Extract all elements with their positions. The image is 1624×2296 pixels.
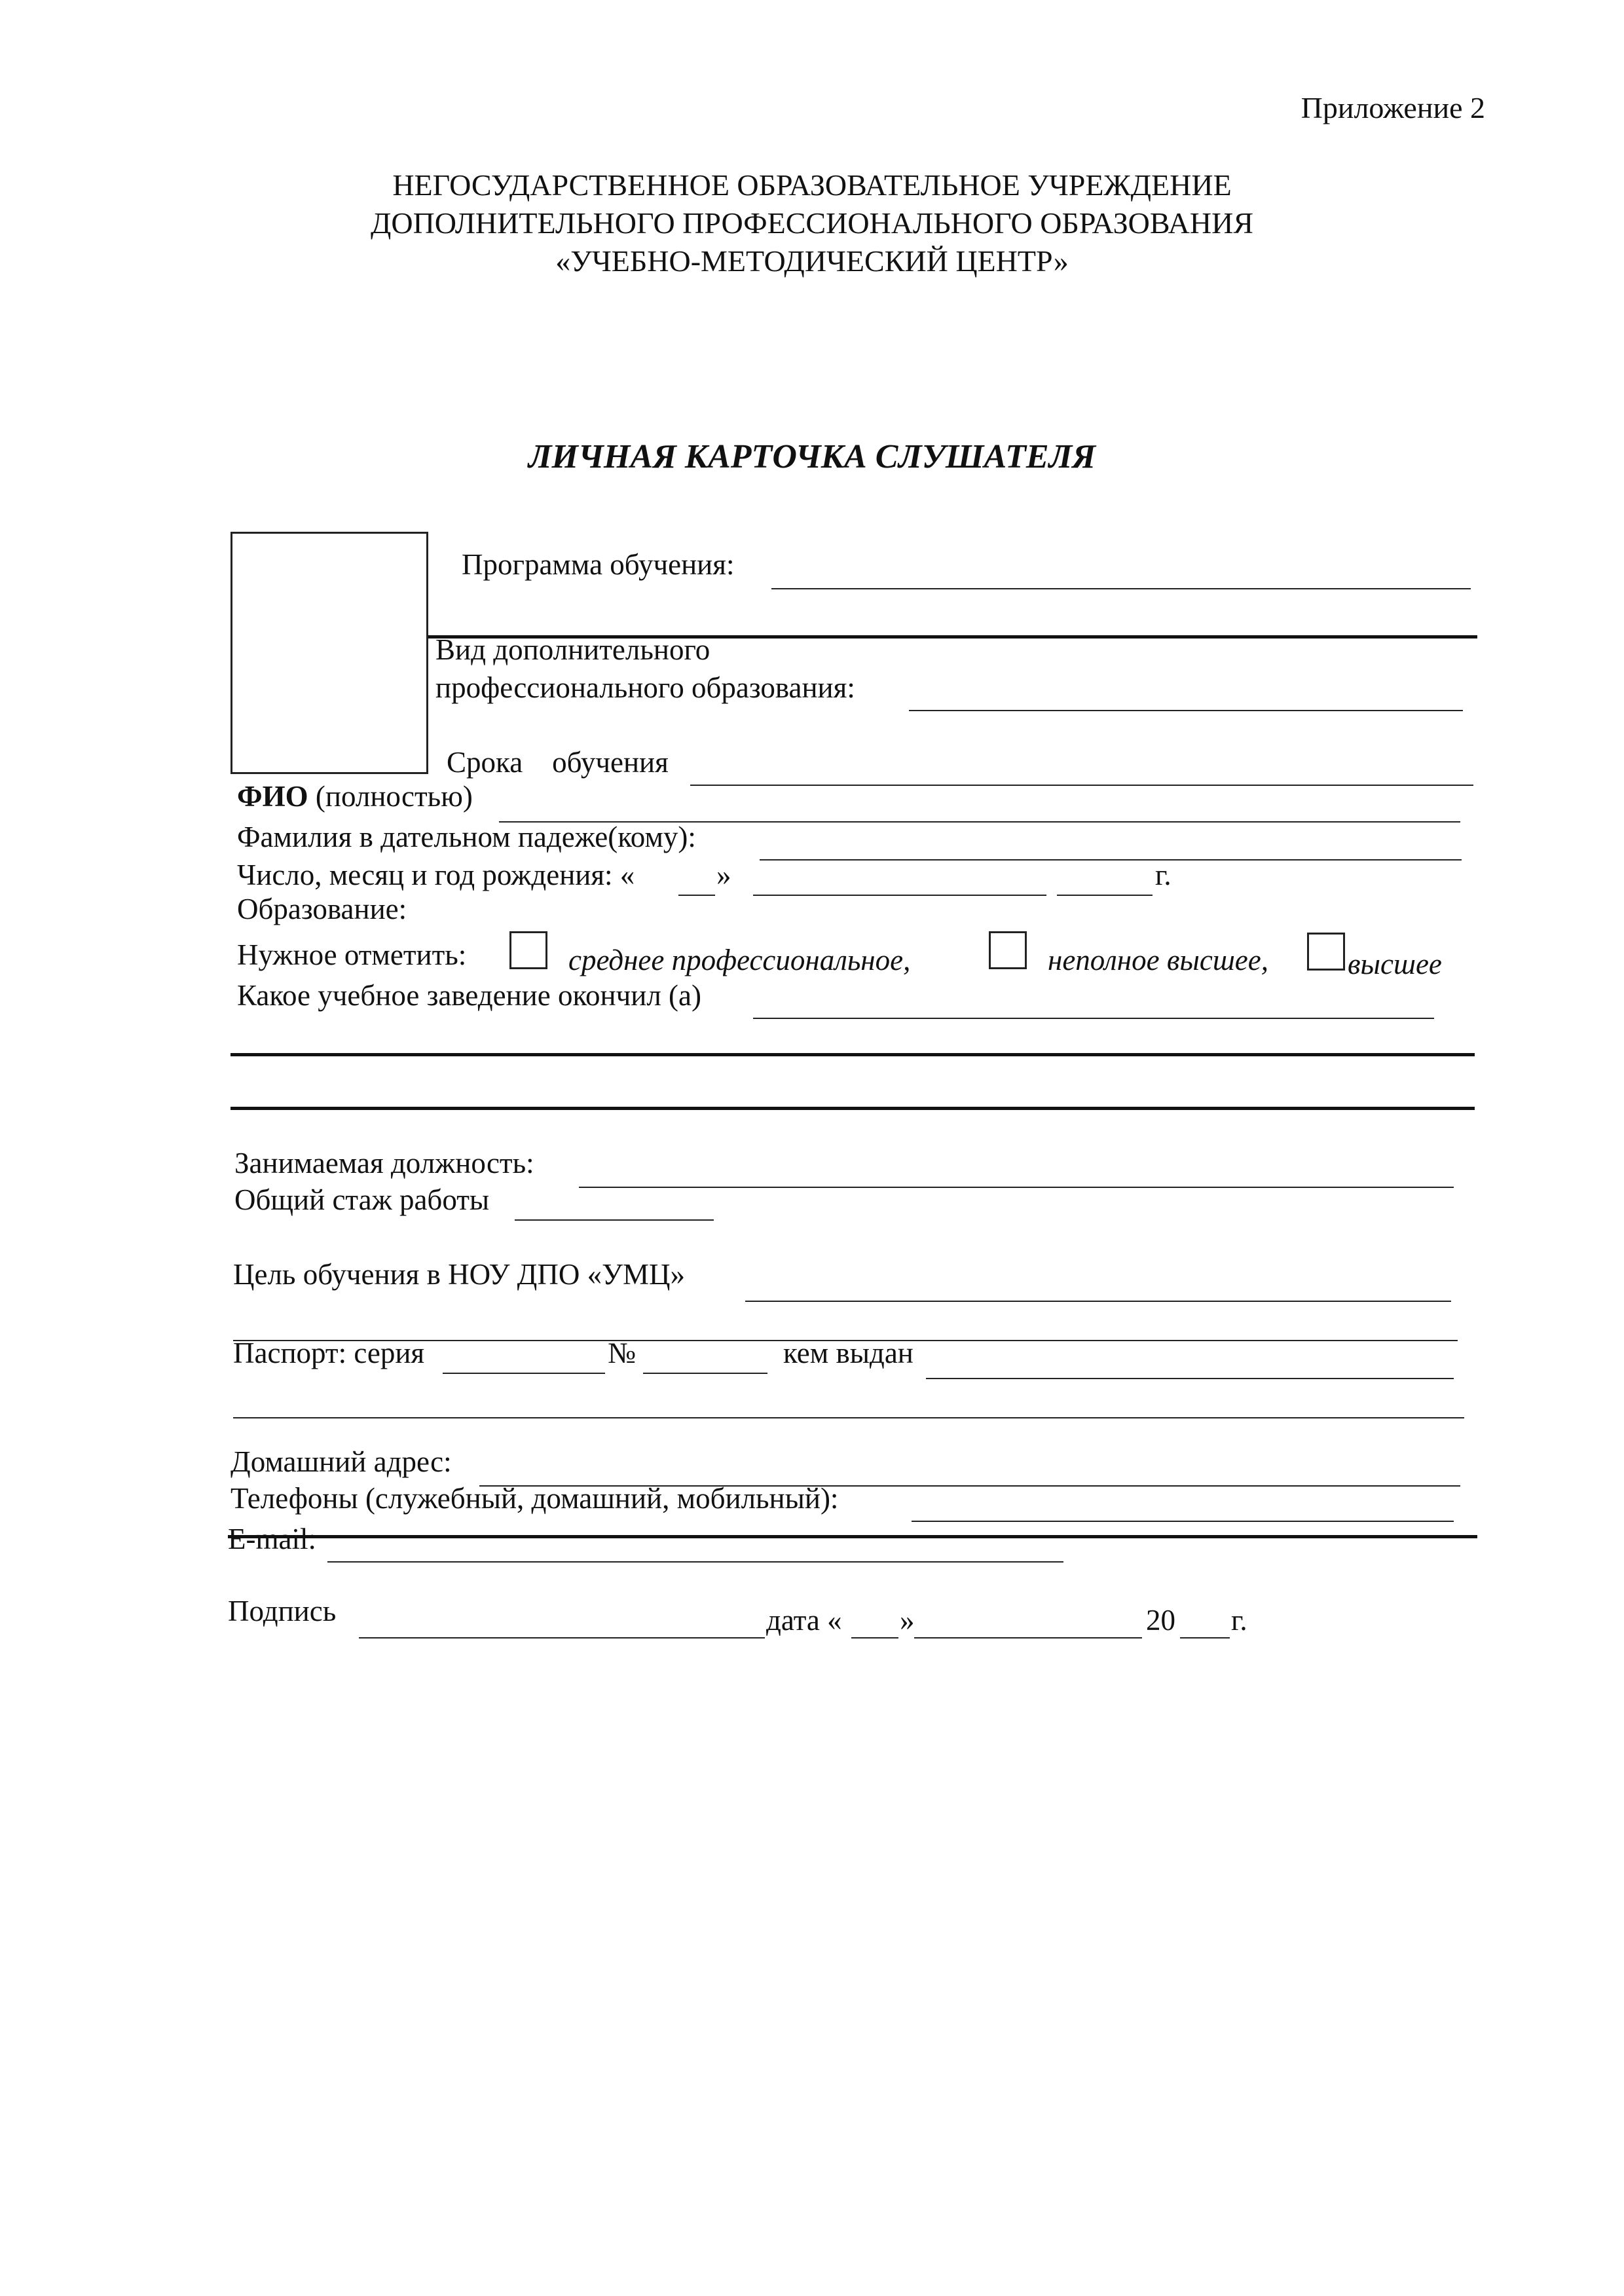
fio-rest-label: (полностью) xyxy=(308,780,473,813)
date-year-prefix: 20 xyxy=(1146,1604,1175,1637)
email-field[interactable] xyxy=(327,1561,1063,1563)
education-type-label-2: профессионального образования: xyxy=(435,671,855,704)
date-quote: » xyxy=(900,1604,915,1637)
email-label: E-mail: xyxy=(228,1523,316,1555)
mark-label: Нужное отметить: xyxy=(237,938,467,971)
birth-date-label: Число, месяц и год рождения: « xyxy=(237,859,635,891)
experience-label: Общий стаж работы xyxy=(234,1183,490,1216)
org-name-line-2: ДОПОЛНИТЕЛЬНОГО ПРОФЕССИОНАЛЬНОГО ОБРАЗОВАНИЯ xyxy=(370,206,1254,240)
passport-series-field[interactable] xyxy=(443,1373,605,1374)
checkbox-secondary-professional[interactable] xyxy=(509,931,547,969)
appendix-label: Приложение 2 xyxy=(1301,91,1485,124)
phones-field[interactable] xyxy=(912,1521,1454,1522)
passport-issued-field-2[interactable] xyxy=(233,1417,1464,1418)
birth-date-quote: » xyxy=(716,859,731,891)
signature-field[interactable] xyxy=(359,1637,765,1639)
term-label: Срока обучения xyxy=(447,746,669,779)
surname-dative-label: Фамилия в дательном падеже(кому): xyxy=(237,821,696,853)
institution-label: Какое учебное заведение окончил (а) xyxy=(237,979,701,1012)
passport-issued-label: кем выдан xyxy=(783,1337,913,1369)
signature-label: Подпись xyxy=(228,1595,337,1627)
passport-number-label: № xyxy=(608,1337,636,1369)
option-higher: высшее xyxy=(1348,948,1442,980)
passport-series-label: Паспорт: серия xyxy=(233,1337,425,1369)
fio-bold-label: ФИО xyxy=(237,780,308,813)
birth-year-field[interactable] xyxy=(1057,895,1153,896)
goal-field[interactable] xyxy=(745,1301,1451,1302)
position-field[interactable] xyxy=(579,1187,1454,1188)
program-label: Программа обучения: xyxy=(462,548,735,581)
institution-line-3[interactable] xyxy=(231,1107,1475,1110)
education-type-field[interactable] xyxy=(909,710,1463,711)
institution-field[interactable] xyxy=(753,1018,1434,1019)
address-label: Домашний адрес: xyxy=(231,1445,452,1478)
option-secondary-professional: среднее профессиональное, xyxy=(568,944,911,976)
passport-issued-field[interactable] xyxy=(926,1378,1454,1379)
surname-dative-field[interactable] xyxy=(760,859,1462,861)
date-year-field[interactable] xyxy=(1180,1637,1230,1639)
birth-year-suffix: г. xyxy=(1155,859,1172,891)
education-type-label-1: Вид дополнительного xyxy=(435,633,710,666)
photo-box xyxy=(231,532,428,774)
date-year-suffix: г. xyxy=(1231,1604,1247,1637)
program-field[interactable] xyxy=(771,588,1471,589)
date-month-field[interactable] xyxy=(914,1637,1142,1639)
org-name-line-3: «УЧЕБНО-МЕТОДИЧЕСКИЙ ЦЕНТР» xyxy=(555,244,1069,278)
experience-field[interactable] xyxy=(515,1219,714,1221)
institution-line-2[interactable] xyxy=(231,1053,1475,1056)
passport-number-field[interactable] xyxy=(643,1373,767,1374)
date-day-field[interactable] xyxy=(851,1637,898,1639)
checkbox-incomplete-higher[interactable] xyxy=(989,931,1027,969)
position-label: Занимаемая должность: xyxy=(234,1147,534,1179)
term-field[interactable] xyxy=(690,785,1473,786)
education-label: Образование: xyxy=(237,893,407,925)
birth-day-field[interactable] xyxy=(678,895,715,896)
phones-separator xyxy=(228,1535,1477,1538)
date-label: дата « xyxy=(766,1604,842,1637)
birth-month-field[interactable] xyxy=(753,895,1046,896)
org-name-line-1: НЕГОСУДАРСТВЕННОЕ ОБРАЗОВАТЕЛЬНОЕ УЧРЕЖДЕНИЕ xyxy=(392,168,1232,202)
phones-label: Телефоны (служебный, домашний, мобильный): xyxy=(231,1482,839,1515)
fio-label xyxy=(237,779,473,813)
checkbox-higher[interactable] xyxy=(1307,933,1345,971)
option-incomplete-higher: неполное высшее, xyxy=(1048,944,1268,976)
goal-label: Цель обучения в НОУ ДПО «УМЦ» xyxy=(233,1258,685,1291)
form-title: ЛИЧНАЯ КАРТОЧКА СЛУШАТЕЛЯ xyxy=(528,438,1096,475)
